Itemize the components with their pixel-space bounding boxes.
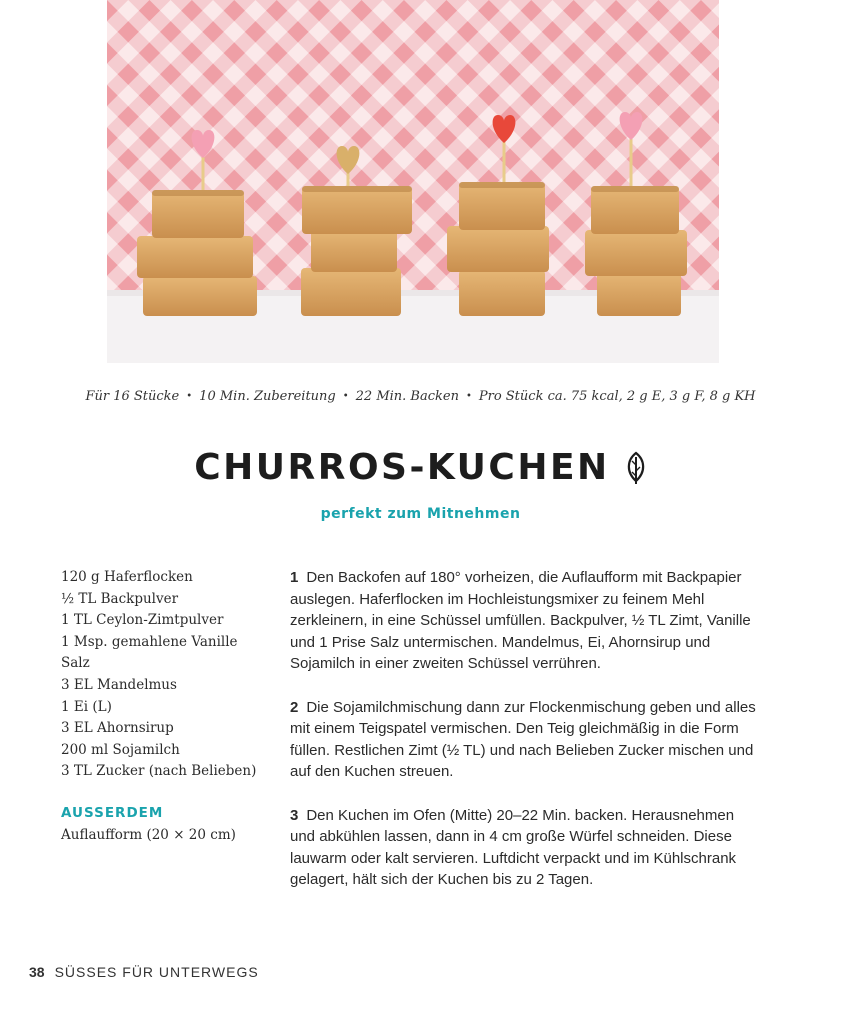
ingredient-list <box>61 567 281 783</box>
ingredient-item: 1 Ei (L) <box>61 698 112 715</box>
step-text: Die Sojamilchmischung dann zur Flockenmischung geben und alles mit einem Teigspatel vermischen. Den Teig gleichmäßig in die Form füllen. Restlichen Zimt (½ TL) und nach Belieben Zucker mischen und auf den Kuchen streuen. <box>290 698 756 781</box>
ausserdem-list <box>61 825 281 847</box>
meta-separator: • <box>342 391 349 402</box>
step-1 <box>290 567 762 675</box>
leaf-icon <box>625 451 647 485</box>
meta-nutrition: Pro Stück ca. 75 kcal, 2 g E, 3 g F, 8 g KH <box>478 389 756 404</box>
step-number: 3 <box>290 806 299 824</box>
step-text: Den Kuchen im Ofen (Mitte) 20–22 Min. backen. Herausnehmen und abkühlen lassen, dann in 4 cm große Würfel schneiden. Diese lauwarm oder kalt servieren. Luftdicht verpackt und im Kühlschrank gelagert, hält sich der Kuchen bis zu 2 Tagen. <box>290 806 737 889</box>
page-footer <box>29 964 259 980</box>
ausserdem-heading: AUSSERDEM <box>61 804 164 821</box>
ingredients-column <box>61 567 281 846</box>
ingredient-item: 1 Msp. gemahlene Vanille <box>61 633 238 650</box>
ingredient-item: 1 TL Ceylon-Zimtpulver <box>61 612 224 629</box>
step-number: 2 <box>290 698 299 716</box>
page-number: 38 <box>29 964 45 980</box>
step-3 <box>290 805 762 891</box>
recipe-subtitle: perfekt zum Mitnehmen <box>320 506 521 522</box>
meta-separator: • <box>465 391 472 402</box>
recipe-title: CHURROS-KUCHEN <box>194 447 610 488</box>
title-row <box>0 447 841 488</box>
step-text: Den Backofen auf 180° vorheizen, die Auflaufform mit Backpapier auslegen. Haferflocken im Hochleistungsmixer zu feinem Mehl zerkleinern, in eine Schüssel umfüllen. Backpulver, ½ TL Zimt, Vanille und 1 Prise Salz untermischen. Mandelmus, Ei, Ahornsirup und Sojamilch in einer zweiten Schüssel verrühren. <box>290 569 751 673</box>
ingredient-item: 3 EL Ahornsirup <box>61 720 174 737</box>
section-name: SÜSSES FÜR UNTERWEGS <box>54 964 259 980</box>
meta-separator: • <box>186 391 193 402</box>
steps-column <box>290 567 762 913</box>
recipe-photo <box>107 0 719 363</box>
step-2 <box>290 697 762 783</box>
ingredient-item: 3 TL Zucker (nach Belieben) <box>61 763 257 780</box>
meta-prep-time: 10 Min. Zubereitung <box>199 389 336 404</box>
meta-bake-time: 22 Min. Backen <box>355 389 459 404</box>
step-number: 1 <box>290 569 299 586</box>
ingredient-item: 3 EL Mandelmus <box>61 676 177 693</box>
recipe-meta <box>0 389 841 404</box>
meta-servings: Für 16 Stücke <box>85 389 180 404</box>
ingredient-item: Salz <box>61 655 90 672</box>
ausserdem-item: Auflaufform (20 × 20 cm) <box>61 826 236 843</box>
ingredient-item: ½ TL Backpulver <box>61 590 179 607</box>
ingredient-item: 120 g Haferflocken <box>61 569 193 585</box>
ingredient-item: 200 ml Sojamilch <box>61 741 180 758</box>
